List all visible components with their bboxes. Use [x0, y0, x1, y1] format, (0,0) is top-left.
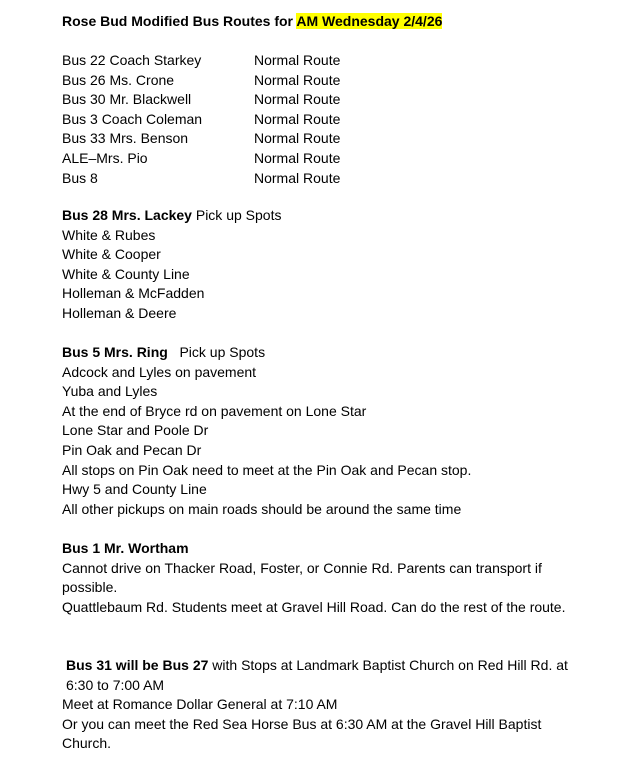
route-bus: Bus 26 Ms. Crone [62, 71, 175, 88]
stop-item: All stops on Pin Oak need to meet at the Pin Oak and Pecan stop. [62, 461, 472, 478]
note-item: Or you can meet the Red Sea Horse Bus at 6:30 AM at the Gravel Hill Baptist Church. [62, 715, 542, 752]
note-item: Cannot drive on Thacker Road, Foster, or Connie Rd. Parents can transport if possible. [62, 559, 542, 596]
section-heading [62, 539, 582, 559]
stop-item: White & Rubes [62, 226, 156, 243]
bus-5-heading: Bus 5 Mrs. Ring [62, 344, 168, 360]
stop-item: Holleman & McFadden [62, 285, 205, 302]
route-bus: ALE–Mrs. Pio [62, 149, 148, 166]
stop-item: At the end of Bryce rd on pavement on Lone Star [62, 402, 367, 419]
stop-item: Lone Star and Poole Dr [62, 422, 209, 439]
bus-5-section [62, 343, 582, 519]
section-heading [66, 656, 582, 695]
bus-28-subheading: Pick up Spots [191, 207, 282, 223]
route-row [62, 71, 562, 91]
route-row [62, 149, 562, 169]
bus-31-section [66, 656, 582, 695]
stop-item: Holleman & Deere [62, 304, 177, 321]
route-row [62, 110, 562, 130]
route-status: Normal Route [254, 52, 341, 68]
stop-item: Yuba and Lyles [62, 383, 158, 400]
stop-item: Adcock and Lyles on pavement [62, 363, 257, 380]
bus-1-heading: Bus 1 Mr. Wortham [62, 540, 189, 556]
section-heading [62, 343, 582, 363]
note-item: Meet at Romance Dollar General at 7:10 AM [62, 696, 338, 712]
route-status: Normal Route [254, 71, 341, 88]
route-bus: Bus 8 [62, 169, 98, 186]
stop-item: All other pickups on main roads should be around the same time [62, 500, 462, 517]
stop-item: White & Cooper [62, 246, 161, 263]
title-date-highlight: AM Wednesday 2/4/26 [296, 13, 443, 29]
bus-31-heading: Bus 31 will be Bus 27 [66, 657, 209, 673]
section-heading [62, 206, 582, 226]
title-prefix: Rose Bud Modified Bus Routes for [62, 13, 293, 29]
stop-item: Hwy 5 and County Line [62, 481, 207, 498]
route-status: Normal Route [254, 149, 341, 166]
route-bus: Bus 3 Coach Coleman [62, 110, 203, 127]
note-item: Quattlebaum Rd. Students meet at Gravel Hill Road. Can do the rest of the route. [62, 598, 566, 615]
route-status: Normal Route [254, 130, 341, 147]
bus-31-text: with Stops at Landmark Baptist Church on Red Hill Rd. at 6:30 to 7:00 AM [66, 657, 568, 693]
route-bus: Bus 33 Mrs. Benson [62, 130, 189, 147]
route-status: Normal Route [254, 110, 341, 127]
route-row [62, 51, 562, 71]
bus-31-notes [62, 695, 582, 754]
route-bus: Bus 22 Coach Starkey [62, 52, 202, 68]
route-status: Normal Route [254, 169, 341, 186]
route-bus: Bus 30 Mr. Blackwell [62, 91, 192, 108]
route-status: Normal Route [254, 91, 341, 108]
normal-routes-list [62, 51, 562, 188]
stop-item: Pin Oak and Pecan Dr [62, 441, 202, 458]
stop-item: White & County Line [62, 265, 190, 282]
route-row [62, 169, 562, 189]
bus-1-section [62, 539, 582, 617]
route-row [62, 90, 562, 110]
route-row [62, 129, 562, 149]
bus-5-subheading: Pick up Spots [167, 344, 266, 360]
bus-28-section [62, 206, 582, 324]
page-title [62, 12, 442, 30]
bus-28-heading: Bus 28 Mrs. Lackey [62, 207, 192, 223]
